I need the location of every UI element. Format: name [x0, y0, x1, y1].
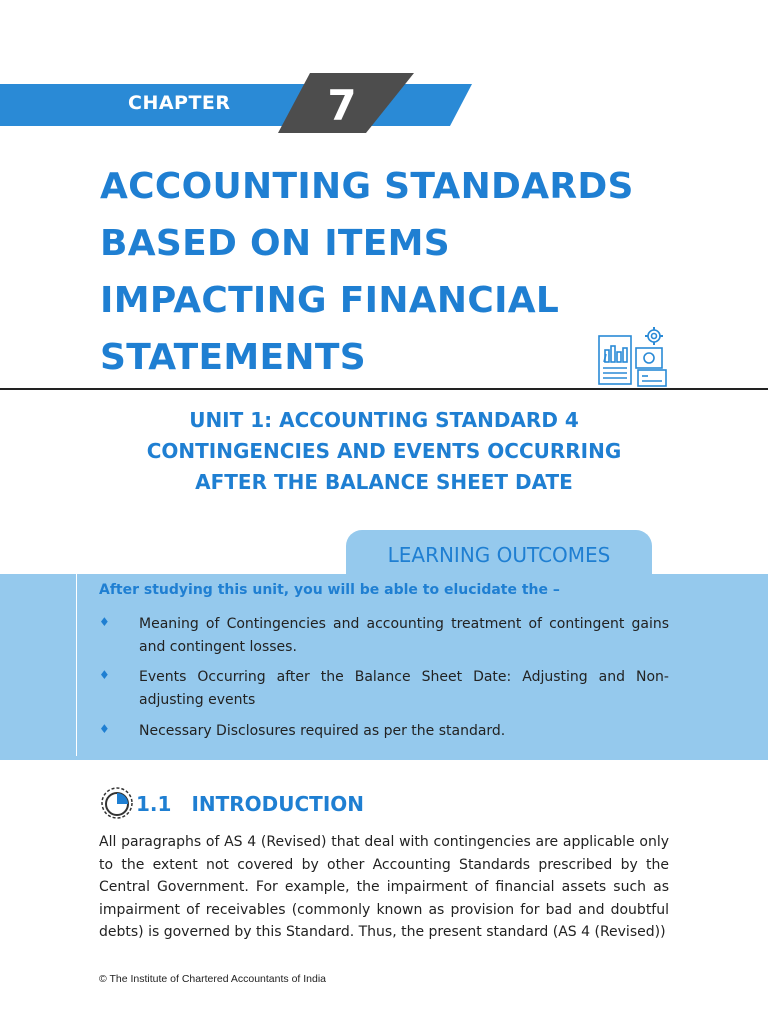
learning-outcome-text: Necessary Disclosures required as per the standard. [139, 723, 506, 739]
section-body-text: All paragraphs of AS 4 (Revised) that deal with contingencies are applicable only to the extent not covered by other Accounting Standards prescribed by the Central Government. For example, the impairment of financial assets such as impairment of receivables (commonly known as provision for bad and doubtful debts) is governed by this Standard. Thus, the present standard (AS 4 (Revised)) [99, 834, 669, 940]
section-title: INTRODUCTION [191, 792, 365, 816]
diamond-bullet-icon: ♦ [99, 722, 110, 736]
chapter-banner [0, 0, 768, 140]
pie-clock-icon [100, 786, 134, 820]
section-heading [136, 792, 364, 816]
learning-outcomes-heading: LEARNING OUTCOMES [387, 543, 611, 567]
learning-outcomes-intro: After studying this unit, you will be able to elucidate the – [99, 582, 560, 598]
unit-title [0, 405, 768, 498]
learning-outcome-text: Events Occurring after the Balance Sheet Date: Adjusting and Non-adjusting events [139, 669, 669, 708]
unit-title-line: CONTINGENCIES AND EVENTS OCCURRING [146, 439, 622, 463]
chapter-title-line: IMPACTING FINANCIAL [100, 280, 560, 321]
chapter-title-line: BASED ON ITEMS [100, 223, 450, 264]
financial-statement-icon [596, 326, 670, 388]
chapter-label: CHAPTER [128, 92, 231, 114]
learning-outcome-text: Meaning of Contingencies and accounting treatment of contingent gains and contingent losses. [139, 616, 669, 655]
page-footer: © The Institute of Chartered Accountants of India [99, 973, 327, 985]
chapter-number: 7 [327, 81, 357, 130]
chapter-title-line: STATEMENTS [100, 337, 366, 378]
diamond-bullet-icon: ♦ [99, 668, 110, 682]
unit-title-line: UNIT 1: ACCOUNTING STANDARD 4 [189, 408, 579, 432]
diamond-bullet-icon: ♦ [99, 615, 110, 629]
section-number: 1.1 [136, 792, 172, 816]
unit-title-line: AFTER THE BALANCE SHEET DATE [195, 470, 573, 494]
chapter-title-line: ACCOUNTING STANDARDS [100, 166, 634, 207]
title-divider [0, 388, 768, 390]
learning-outcomes-margin-line [76, 574, 77, 756]
